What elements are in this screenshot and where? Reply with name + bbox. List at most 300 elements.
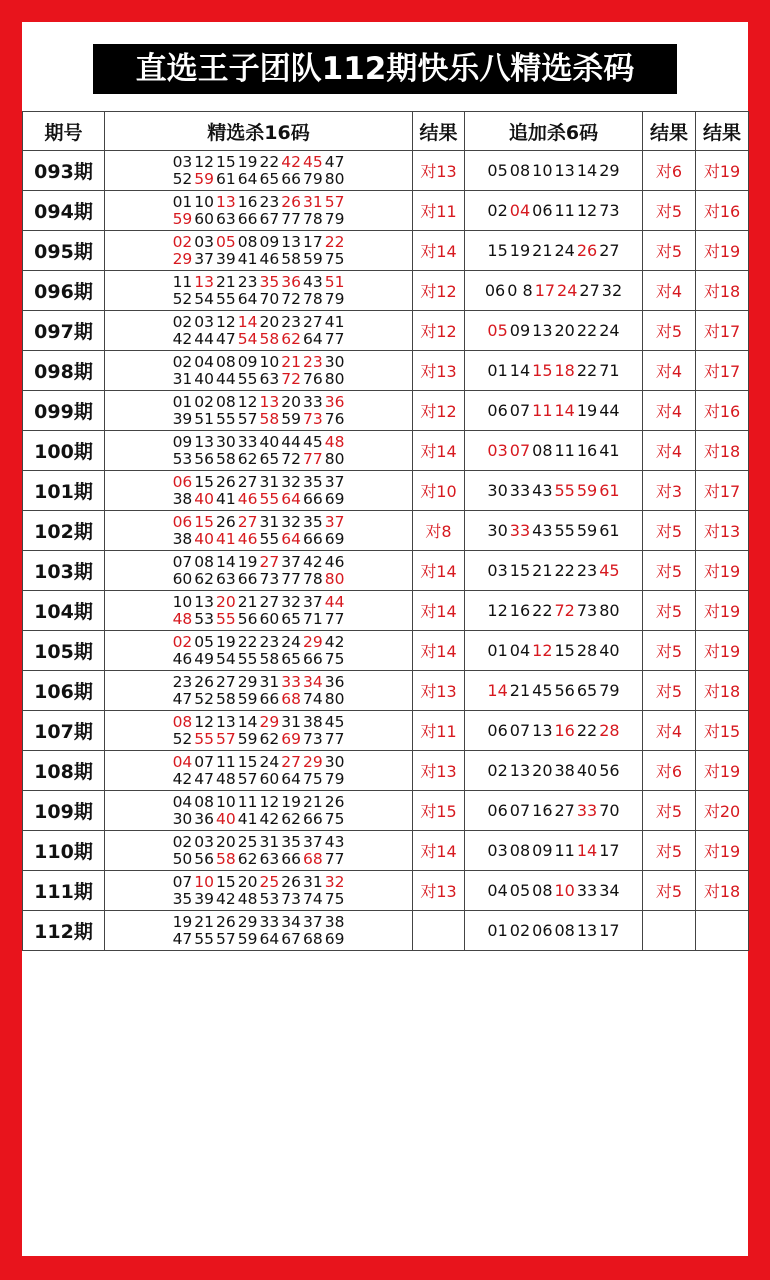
kill16-cell xyxy=(105,471,413,511)
number: 25 xyxy=(259,872,280,891)
table-body xyxy=(23,151,749,951)
result-cell: 对5 xyxy=(643,871,696,911)
number: 13 xyxy=(259,392,280,411)
number: 59 xyxy=(172,209,193,228)
add6-cell xyxy=(465,431,643,471)
number: 68 xyxy=(302,849,323,868)
number: 41 xyxy=(324,312,345,331)
kill16-line2 xyxy=(105,771,412,788)
number: 34 xyxy=(599,881,620,900)
result-cell: 对12 xyxy=(413,271,465,311)
number: 48 xyxy=(237,889,258,908)
kill16-line1 xyxy=(105,874,412,891)
result-cell xyxy=(643,911,696,951)
number: 32 xyxy=(281,512,301,531)
number: 24 xyxy=(281,632,301,651)
number: 24 xyxy=(554,241,575,260)
number: 14 xyxy=(554,401,575,420)
result-cell: 对17 xyxy=(696,311,749,351)
number: 66 xyxy=(237,209,258,228)
number: 75 xyxy=(324,649,345,668)
number: 57 xyxy=(237,409,258,428)
number: 38 xyxy=(302,712,323,731)
number: 44 xyxy=(599,401,620,420)
add6-cell xyxy=(465,231,643,271)
result-cell: 对5 xyxy=(643,311,696,351)
number: 27 xyxy=(237,472,258,491)
result-cell: 对11 xyxy=(413,711,465,751)
period-cell: 097期 xyxy=(23,311,105,351)
number: 71 xyxy=(302,609,323,628)
kill16-cell xyxy=(105,511,413,551)
number: 60 xyxy=(259,609,280,628)
number: 80 xyxy=(324,689,345,708)
result-cell: 对4 xyxy=(643,391,696,431)
number: 12 xyxy=(576,201,598,220)
number: 30 xyxy=(172,809,193,828)
number: 45 xyxy=(302,432,323,451)
kill16-line2 xyxy=(105,371,412,388)
result-cell: 对19 xyxy=(696,151,749,191)
number: 04 xyxy=(509,641,531,660)
number: 62 xyxy=(237,449,258,468)
table-row xyxy=(23,151,749,191)
number: 31 xyxy=(302,192,323,211)
add6-cell xyxy=(465,151,643,191)
number: 29 xyxy=(237,912,258,931)
number: 24 xyxy=(599,321,620,340)
number: 40 xyxy=(599,641,620,660)
table-row xyxy=(23,191,749,231)
add6-cell xyxy=(465,351,643,391)
result-cell: 对14 xyxy=(413,551,465,591)
number: 06 xyxy=(532,921,553,940)
number: 46 xyxy=(324,552,345,571)
number: 17 xyxy=(599,841,620,860)
period-cell: 106期 xyxy=(23,671,105,711)
number: 63 xyxy=(259,849,280,868)
page-title: 直选王子团队112期快乐八精选杀码 xyxy=(93,44,677,94)
number: 25 xyxy=(237,832,258,851)
number: 32 xyxy=(281,592,301,611)
number: 55 xyxy=(216,609,236,628)
result-cell: 对16 xyxy=(696,391,749,431)
kill16-line1 xyxy=(105,914,412,931)
kill16-line1 xyxy=(105,394,412,411)
number: 43 xyxy=(532,481,553,500)
number: 62 xyxy=(194,569,215,588)
number: 55 xyxy=(216,409,236,428)
number: 57 xyxy=(237,769,258,788)
number: 23 xyxy=(281,312,301,331)
number: 22 xyxy=(324,232,345,251)
number: 80 xyxy=(324,569,345,588)
number: 23 xyxy=(172,672,193,691)
number: 12 xyxy=(237,392,258,411)
number: 55 xyxy=(554,481,575,500)
number: 26 xyxy=(281,872,301,891)
number: 58 xyxy=(216,849,236,868)
number: 14 xyxy=(487,681,508,700)
number: 01 xyxy=(172,392,193,411)
number: 16 xyxy=(532,801,553,820)
kill16-line2 xyxy=(105,731,412,748)
kill16-cell xyxy=(105,551,413,591)
number: 10 xyxy=(194,872,215,891)
number: 65 xyxy=(259,449,280,468)
result-cell: 对17 xyxy=(696,471,749,511)
number: 10 xyxy=(554,881,575,900)
number: 42 xyxy=(302,552,323,571)
add6-cell xyxy=(465,751,643,791)
number: 37 xyxy=(302,832,323,851)
number: 58 xyxy=(259,649,280,668)
kill16-line2 xyxy=(105,411,412,428)
number: 15 xyxy=(216,152,236,171)
kill16-line1 xyxy=(105,474,412,491)
number: 59 xyxy=(237,689,258,708)
period-cell: 105期 xyxy=(23,631,105,671)
number: 18 xyxy=(554,361,575,380)
result-cell: 对18 xyxy=(696,431,749,471)
number: 26 xyxy=(216,912,236,931)
number: 03 xyxy=(194,312,215,331)
number: 52 xyxy=(194,689,215,708)
number: 77 xyxy=(281,209,301,228)
number: 78 xyxy=(302,569,323,588)
table-row xyxy=(23,631,749,671)
kill16-cell xyxy=(105,671,413,711)
number: 19 xyxy=(509,241,531,260)
result-cell: 对14 xyxy=(413,231,465,271)
number: 42 xyxy=(324,632,345,651)
kill16-line1 xyxy=(105,554,412,571)
kill16-cell xyxy=(105,711,413,751)
add6-cell xyxy=(465,391,643,431)
period-cell: 102期 xyxy=(23,511,105,551)
number: 50 xyxy=(172,849,193,868)
number: 09 xyxy=(259,232,280,251)
number: 80 xyxy=(324,169,345,188)
number: 13 xyxy=(194,432,215,451)
number: 21 xyxy=(302,792,323,811)
number: 59 xyxy=(576,521,598,540)
number: 14 xyxy=(216,552,236,571)
result-cell: 对4 xyxy=(643,351,696,391)
number: 61 xyxy=(216,169,236,188)
add6-cell xyxy=(465,911,643,951)
kill16-line1 xyxy=(105,314,412,331)
number: 63 xyxy=(259,369,280,388)
result-cell: 对14 xyxy=(413,591,465,631)
number: 13 xyxy=(194,272,215,291)
number: 11 xyxy=(532,401,553,420)
number: 62 xyxy=(281,809,301,828)
header-result-1: 结果 xyxy=(413,112,465,151)
number: 11 xyxy=(237,792,258,811)
kill16-cell xyxy=(105,791,413,831)
number: 02 xyxy=(172,312,193,331)
result-cell: 对20 xyxy=(696,791,749,831)
number: 22 xyxy=(532,601,553,620)
number: 48 xyxy=(172,609,193,628)
number: 46 xyxy=(259,249,280,268)
number: 07 xyxy=(509,441,531,460)
number: 75 xyxy=(324,809,345,828)
number: 10 xyxy=(532,161,553,180)
number: 31 xyxy=(259,472,280,491)
number: 65 xyxy=(259,169,280,188)
number: 56 xyxy=(554,681,575,700)
number: 41 xyxy=(216,489,236,508)
result-cell: 对19 xyxy=(696,751,749,791)
kill16-line1 xyxy=(105,354,412,371)
number: 69 xyxy=(324,929,345,948)
number: 02 xyxy=(172,232,193,251)
number: 08 xyxy=(216,352,236,371)
number: 07 xyxy=(172,872,193,891)
number: 13 xyxy=(532,721,553,740)
number: 15 xyxy=(509,561,531,580)
number: 12 xyxy=(487,601,508,620)
number: 64 xyxy=(237,169,258,188)
number: 37 xyxy=(281,552,301,571)
number: 01 xyxy=(487,361,508,380)
number: 19 xyxy=(281,792,301,811)
number: 58 xyxy=(259,329,280,348)
number: 06 xyxy=(172,472,193,491)
number: 37 xyxy=(302,592,323,611)
number: 23 xyxy=(237,272,258,291)
number: 42 xyxy=(172,329,193,348)
number: 79 xyxy=(302,169,323,188)
number: 59 xyxy=(237,929,258,948)
number: 58 xyxy=(216,689,236,708)
number: 10 xyxy=(216,792,236,811)
table-row xyxy=(23,911,749,951)
result-cell xyxy=(413,911,465,951)
number: 29 xyxy=(599,161,620,180)
number: 09 xyxy=(237,352,258,371)
number: 16 xyxy=(554,721,575,740)
result-cell: 对19 xyxy=(696,231,749,271)
number: 44 xyxy=(281,432,301,451)
kill16-cell xyxy=(105,271,413,311)
number: 03 xyxy=(194,832,215,851)
number: 38 xyxy=(172,529,193,548)
number: 74 xyxy=(302,689,323,708)
kill16-line1 xyxy=(105,714,412,731)
number: 15 xyxy=(237,752,258,771)
add6-cell xyxy=(465,271,643,311)
number: 13 xyxy=(216,712,236,731)
result-cell: 对4 xyxy=(643,431,696,471)
number: 37 xyxy=(302,912,323,931)
result-cell: 对5 xyxy=(643,511,696,551)
kill16-cell xyxy=(105,631,413,671)
number: 05 xyxy=(194,632,215,651)
number: 29 xyxy=(259,712,280,731)
result-cell xyxy=(696,911,749,951)
number: 33 xyxy=(509,521,531,540)
number: 44 xyxy=(324,592,345,611)
number: 21 xyxy=(194,912,215,931)
number: 17 xyxy=(599,921,620,940)
number: 73 xyxy=(259,569,280,588)
number: 11 xyxy=(554,841,575,860)
number: 08 xyxy=(194,792,215,811)
kill16-line2 xyxy=(105,931,412,948)
result-cell: 对6 xyxy=(643,151,696,191)
result-cell: 对13 xyxy=(413,151,465,191)
number: 11 xyxy=(172,272,193,291)
number: 66 xyxy=(302,489,323,508)
number: 55 xyxy=(237,649,258,668)
number: 66 xyxy=(237,569,258,588)
number: 39 xyxy=(172,409,193,428)
kill-number-table xyxy=(22,111,749,951)
number: 17 xyxy=(302,232,323,251)
number: 57 xyxy=(216,729,236,748)
number: 35 xyxy=(172,889,193,908)
number: 70 xyxy=(259,289,280,308)
number: 76 xyxy=(302,369,323,388)
number: 64 xyxy=(237,289,258,308)
number: 08 xyxy=(554,921,575,940)
number: 27 xyxy=(237,512,258,531)
add6-cell xyxy=(465,551,643,591)
number: 60 xyxy=(259,769,280,788)
number: 04 xyxy=(487,881,508,900)
number: 77 xyxy=(324,849,345,868)
result-cell: 对17 xyxy=(696,351,749,391)
number: 76 xyxy=(324,409,345,428)
number: 13 xyxy=(281,232,301,251)
result-cell: 对5 xyxy=(643,191,696,231)
number: 16 xyxy=(237,192,258,211)
kill16-line1 xyxy=(105,434,412,451)
number: 21 xyxy=(281,352,301,371)
number: 21 xyxy=(509,681,531,700)
number: 26 xyxy=(216,472,236,491)
number: 16 xyxy=(509,601,531,620)
number: 79 xyxy=(599,681,620,700)
number: 73 xyxy=(281,889,301,908)
number: 06 xyxy=(172,512,193,531)
number: 10 xyxy=(172,592,193,611)
number: 77 xyxy=(324,329,345,348)
result-cell: 对14 xyxy=(413,831,465,871)
number: 80 xyxy=(324,369,345,388)
kill16-line1 xyxy=(105,514,412,531)
kill16-line2 xyxy=(105,451,412,468)
number: 54 xyxy=(194,289,215,308)
kill16-line1 xyxy=(105,634,412,651)
add6-cell xyxy=(465,791,643,831)
number: 59 xyxy=(194,169,215,188)
number: 26 xyxy=(576,241,598,260)
result-cell: 对13 xyxy=(413,351,465,391)
number: 36 xyxy=(324,672,345,691)
result-cell: 对19 xyxy=(696,551,749,591)
number: 02 xyxy=(487,201,508,220)
header-result-2: 结果 xyxy=(643,112,696,151)
number: 47 xyxy=(194,769,215,788)
number: 69 xyxy=(324,489,345,508)
number: 35 xyxy=(302,512,323,531)
number: 22 xyxy=(259,152,280,171)
period-cell: 111期 xyxy=(23,871,105,911)
number: 21 xyxy=(532,241,553,260)
number: 30 xyxy=(324,752,345,771)
number: 27 xyxy=(216,672,236,691)
result-cell: 对14 xyxy=(413,431,465,471)
number: 27 xyxy=(599,241,620,260)
number: 66 xyxy=(259,689,280,708)
result-sheet xyxy=(22,22,748,1256)
table-row xyxy=(23,351,749,391)
number: 43 xyxy=(324,832,345,851)
number: 05 xyxy=(487,161,508,180)
number: 67 xyxy=(281,929,301,948)
number: 48 xyxy=(324,432,345,451)
number: 14 xyxy=(509,361,531,380)
number: 26 xyxy=(281,192,301,211)
number: 13 xyxy=(194,592,215,611)
number: 22 xyxy=(576,361,598,380)
number: 54 xyxy=(216,649,236,668)
number: 75 xyxy=(302,769,323,788)
number: 03 xyxy=(172,152,193,171)
number: 12 xyxy=(259,792,280,811)
number: 09 xyxy=(532,841,553,860)
result-cell: 对5 xyxy=(643,591,696,631)
table-row xyxy=(23,511,749,551)
period-cell: 103期 xyxy=(23,551,105,591)
number: 73 xyxy=(302,409,323,428)
number: 28 xyxy=(599,721,620,740)
number: 20 xyxy=(532,761,553,780)
number: 72 xyxy=(554,601,575,620)
period-cell: 095期 xyxy=(23,231,105,271)
number: 06 xyxy=(484,281,506,300)
number: 15 xyxy=(216,872,236,891)
number: 59 xyxy=(237,729,258,748)
number: 06 xyxy=(532,201,553,220)
number: 29 xyxy=(237,672,258,691)
number: 15 xyxy=(194,472,215,491)
number: 79 xyxy=(324,289,345,308)
table-row xyxy=(23,271,749,311)
number: 40 xyxy=(194,529,215,548)
number: 51 xyxy=(324,272,345,291)
number: 27 xyxy=(554,801,575,820)
number: 23 xyxy=(259,192,280,211)
number: 31 xyxy=(172,369,193,388)
number: 31 xyxy=(281,712,301,731)
number: 42 xyxy=(216,889,236,908)
number: 30 xyxy=(216,432,236,451)
number: 23 xyxy=(302,352,323,371)
kill16-cell xyxy=(105,391,413,431)
number: 52 xyxy=(172,729,193,748)
number: 10 xyxy=(194,192,215,211)
number: 36 xyxy=(281,272,301,291)
number: 29 xyxy=(172,249,193,268)
result-cell: 对5 xyxy=(643,631,696,671)
number: 67 xyxy=(259,209,280,228)
number: 42 xyxy=(172,769,193,788)
